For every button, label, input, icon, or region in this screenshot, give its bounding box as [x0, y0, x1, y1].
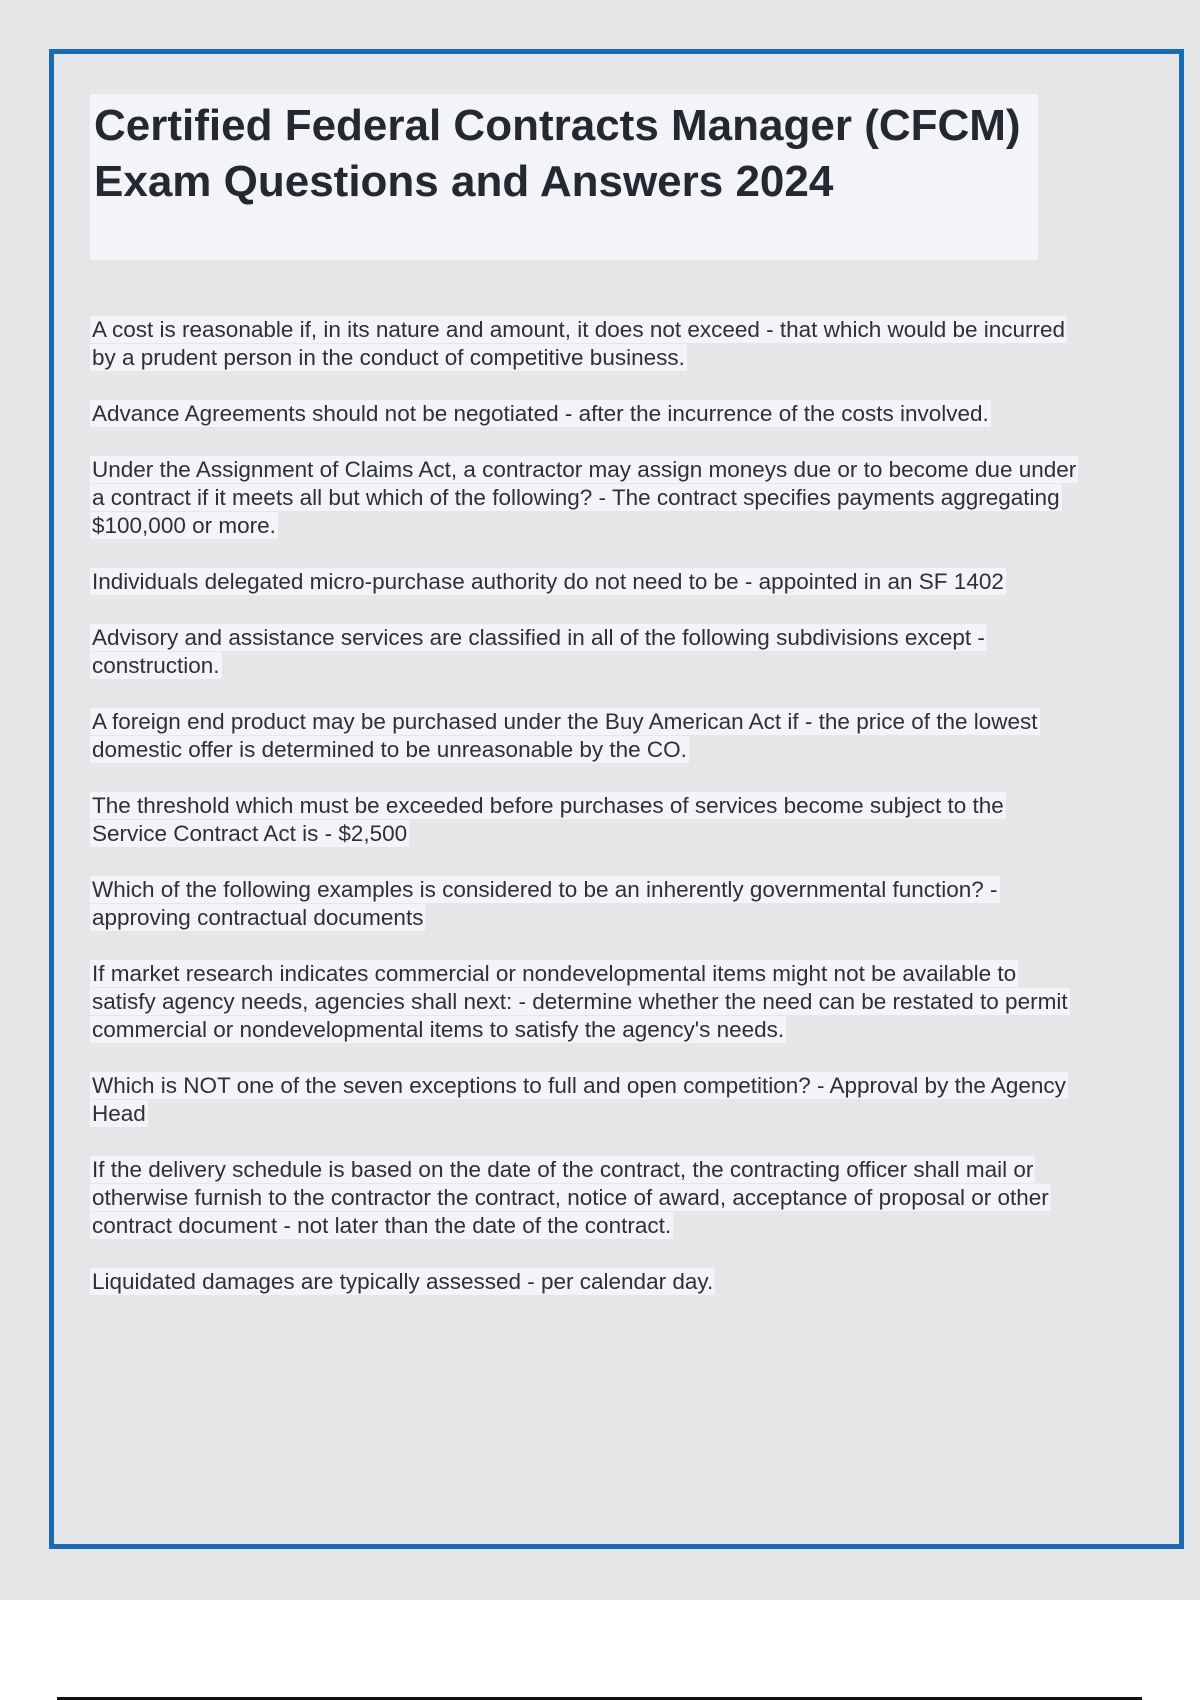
qa-text: Advance Agreements should not be negotiated - after the incurrence of the costs involved.	[92, 401, 989, 426]
qa-item	[90, 792, 1080, 848]
qa-item	[90, 400, 1080, 428]
document-title: Certified Federal Contracts Manager (CFCM) Exam Questions and Answers 2024	[94, 101, 1021, 206]
qa-text: A foreign end product may be purchased under the Buy American Act if - the price of the lowest domestic offer is determined to be unreasonable by the CO.	[92, 709, 1038, 762]
qa-item	[90, 876, 1080, 932]
qa-item	[90, 316, 1080, 372]
qa-text: Advisory and assistance services are classified in all of the following subdivisions except - construction.	[92, 625, 985, 678]
qa-text: Individuals delegated micro-purchase authority do not need to be - appointed in an SF 1402	[92, 569, 1004, 594]
qa-list	[90, 316, 1080, 1324]
qa-text: Which is NOT one of the seven exceptions to full and open competition? - Approval by the Agency Head	[92, 1073, 1066, 1126]
qa-item	[90, 960, 1080, 1044]
qa-text: Liquidated damages are typically assessed - per calendar day.	[92, 1269, 714, 1294]
qa-item	[90, 624, 1080, 680]
qa-item	[90, 1156, 1080, 1240]
qa-text: If market research indicates commercial or nondevelopmental items might not be available to satisfy agency needs, agencies shall next: - determine whether the need can be restated to permit commercial or nondevelopmental items to satisfy the agency's needs.	[92, 961, 1068, 1042]
qa-text: The threshold which must be exceeded before purchases of services become subject to the Service Contract Act is - $2,500	[92, 793, 1004, 846]
qa-item	[90, 568, 1080, 596]
qa-text: A cost is reasonable if, in its nature and amount, it does not exceed - that which would be incurred by a prudent person in the conduct of competitive business.	[92, 317, 1066, 370]
qa-item	[90, 1072, 1080, 1128]
qa-text: If the delivery schedule is based on the date of the contract, the contracting officer shall mail or otherwise furnish to the contractor the contract, notice of award, acceptance of proposal or other contract document - not later than the date of the contract.	[92, 1157, 1049, 1238]
qa-item	[90, 1268, 1080, 1296]
qa-text: Under the Assignment of Claims Act, a contractor may assign moneys due or to become due under a contract if it meets all but which of the following? - The contract specifies payments aggregating $100,000 or more.	[92, 457, 1077, 538]
title-block	[90, 94, 1038, 260]
qa-text: Which of the following examples is considered to be an inherently governmental function? - approving contractual documents	[92, 877, 998, 930]
qa-item	[90, 708, 1080, 764]
qa-item	[90, 456, 1080, 540]
